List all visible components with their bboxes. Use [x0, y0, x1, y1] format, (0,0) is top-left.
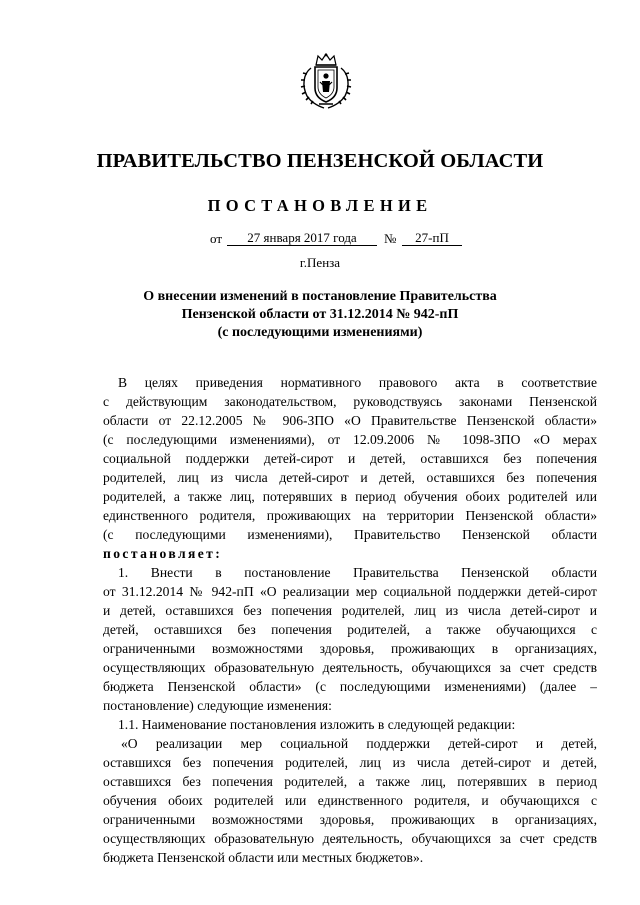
body-line: от 31.12.2014 № 942-пП «О реализации мер социальной поддержки детей-сирот — [103, 584, 597, 599]
body-line: единственного родителя, проживающих на территории Пензенской области» — [103, 508, 597, 523]
body-line: обучения обоих родителей или единственного родителя, и обучающихся с — [103, 793, 597, 808]
body-line: (с последующими изменениями), Правительство Пензенской области — [103, 527, 597, 542]
body-line: осуществляющих образовательную деятельность, обучающихся за счет средств — [103, 831, 597, 846]
body-line: с действующим законодательством, руководствуясь законами Пензенской — [103, 394, 597, 409]
government-name: ПРАВИТЕЛЬСТВО ПЕНЗЕНСКОЙ ОБЛАСТИ — [96, 150, 544, 172]
body-line: 1. Внести в постановление Правительства Пензенской области — [118, 565, 597, 580]
body-line: области от 22.12.2005 № 906-ЗПО «О Правительстве Пензенской области» — [103, 413, 597, 428]
document-number: 27-пП — [402, 231, 462, 246]
heading-line: (с последующими изменениями) — [217, 325, 423, 340]
body-line: ограниченными возможностями здоровья, проживающих в организациях, — [103, 641, 597, 656]
body-line: 1.1. Наименование постановления изложить в следующей редакции: — [118, 717, 516, 732]
date-prefix: от — [210, 231, 223, 246]
number-prefix: № — [384, 231, 397, 246]
body-line: оставшихся без попечения родителей, лиц из числа детей-сирот и детей, — [103, 755, 597, 770]
body-line: осуществляющих образовательную деятельность, обучающихся за счет средств — [103, 660, 597, 675]
body-line: постановление) следующие изменения: — [103, 698, 332, 713]
body-line: детей, оставшихся без попечения родителей, а также обучающихся с — [103, 622, 597, 637]
body-line: оставшихся без попечения родителей, а также лиц, потерявших в период — [103, 774, 597, 789]
body-line: родителей, а также лиц, потерявших в период обучения обоих родителей или — [103, 489, 597, 504]
body-line: бюджета Пензенской области или местных бюджетов». — [103, 850, 424, 865]
body-line-decree-word: постановляет: — [103, 546, 223, 561]
body-line: и детей, оставшихся без попечения родителей, лиц из числа детей-сирот и — [103, 603, 597, 618]
body-line: ограниченными возможностями здоровья, проживающих в организациях, — [103, 812, 597, 827]
document-type: ПОСТАНОВЛЕНИЕ — [207, 196, 433, 215]
heading-line: О внесении изменений в постановление Правительства — [143, 289, 497, 304]
city: г.Пенза — [299, 255, 341, 270]
document-date: 27 января 2017 года — [227, 231, 377, 246]
coat-of-arms-emblem — [299, 52, 353, 110]
body-line: родителей, лиц из числа детей-сирот и детей, оставшихся без попечения — [103, 470, 597, 485]
document-heading — [0, 288, 640, 342]
body-line: бюджета Пензенской области» (с последующими изменениями) (далее – — [103, 679, 597, 694]
heading-line: Пензенской области от 31.12.2014 № 942-пП — [181, 307, 459, 322]
body-line: В целях приведения нормативного правового акта в соответствие — [118, 375, 597, 390]
body-line: (с последующими изменениями), от 12.09.2006 № 1098-ЗПО «О мерах — [103, 432, 597, 447]
body-line: социальной поддержки детей-сирот и детей, оставшихся без попечения — [103, 451, 597, 466]
body-line: «О реализации мер социальной поддержки детей-сирот и детей, — [121, 736, 597, 751]
date-number-line — [0, 231, 640, 247]
